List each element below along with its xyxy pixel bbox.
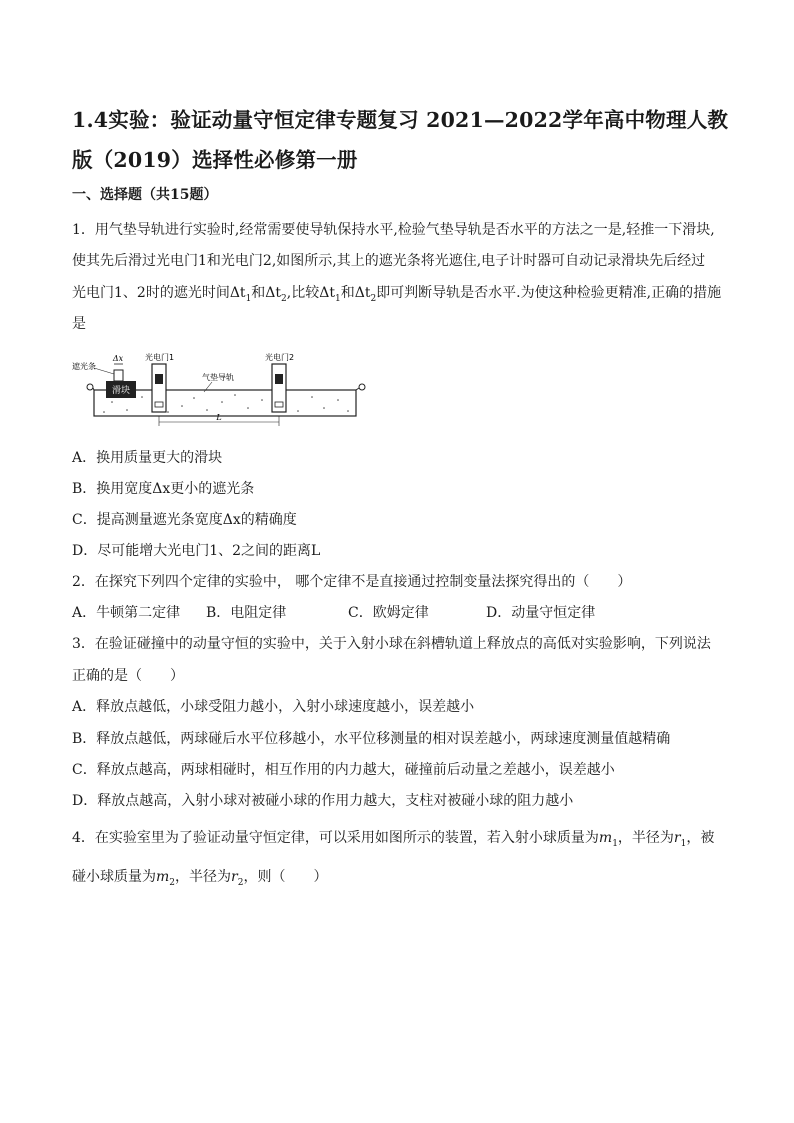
track-label: 气垫导轨 <box>202 373 234 382</box>
page-title: 1.4实验：验证动量守恒定律专题复习 2021—2022学年高中物理人教版（2019）选择性必修第一册 <box>72 108 729 172</box>
dx-label: Δx <box>112 354 124 363</box>
q1-option-d: D．尽可能增大光电门1、2之间的距离L <box>72 543 321 559</box>
q1-option-a: A．换用质量更大的滑块 <box>72 450 223 466</box>
air-track-figure <box>72 350 372 430</box>
q2-options <box>72 602 595 622</box>
slider-label: 滑块 <box>111 386 131 396</box>
q2-option-c: C．欧姆定律 <box>348 605 429 621</box>
right-ring <box>359 384 365 390</box>
q3-stem-line-1: 3．在验证碰撞中的动量守恒的实验中，关于入射小球在斜槽轨道上释放点的高低对实验影响，下列说法 <box>72 636 711 652</box>
photogate-1-label: 光电门1 <box>145 353 175 362</box>
q3-stem-line-2: 正确的是（ ） <box>72 668 184 684</box>
left-ring <box>87 384 93 390</box>
q1-option-c: C．提高测量遮光条宽度Δx的精确度 <box>72 512 297 528</box>
photogate-2-label: 光电门2 <box>265 353 295 362</box>
q4-line-2: 碰小球质量为$m_2$，半径为$r_2$，则（ ） <box>72 869 328 888</box>
m2-symbol: m <box>156 869 170 885</box>
strip-label: 遮光条 <box>72 362 96 371</box>
q3-option-d: D．释放点越高，入射小球对被碰小球的作用力越大，支柱对被碰小球的阻力越小 <box>72 793 574 809</box>
q1-line-4: 是 <box>72 316 86 332</box>
q2-option-a: A．牛顿第二定律 <box>72 605 181 621</box>
r2-symbol: r <box>231 869 238 885</box>
distance-label: L <box>216 413 222 422</box>
q2-option-d: D．动量守恒定律 <box>486 605 596 621</box>
q1-line-3: 光电门1、2时的遮光时间$\Delta t_1$和$\Delta t_2$,比较$\Delta t_1$和$\Delta t_2$即可判断导轨是否水平.为使这种检验更精准,正确的措施 <box>72 285 722 304</box>
q2-option-b: B．电阻定律 <box>206 605 287 621</box>
q3-option-b: B．释放点越低，两球碰后水平位移越小，水平位移测量的相对误差越小，两球速度测量值越精确 <box>72 731 671 747</box>
section-heading: 一、选择题（共15题） <box>72 187 218 203</box>
q4-line-1: 4．在实验室里为了验证动量守恒定律，可以采用如图所示的装置，若入射小球质量为$m_1$，半径为$r_1$，被 <box>72 830 715 849</box>
shutter-strip <box>114 370 123 381</box>
q3-option-c: C．释放点越高，两球相碰时，相互作用的内力越大，碰撞前后动量之差越小，误差越小 <box>72 762 615 778</box>
q2-stem: 2．在探究下列四个定律的实验中， 哪个定律不是直接通过控制变量法探究得出的（ ） <box>72 574 632 590</box>
q1-line-2: 使其先后滑过光电门1和光电门2,如图所示,其上的遮光条将光遮住,电子计时器可自动记录滑块先后经过 <box>72 253 706 269</box>
q1-line-1: 1．用气垫导轨进行实验时,经常需要使导轨保持水平,检验气垫导轨是否水平的方法之一是,轻推一下滑块, <box>72 222 715 238</box>
q3-option-a: A．释放点越低，小球受阻力越小，入射小球速度越小，误差越小 <box>72 699 475 715</box>
r1-symbol: r <box>673 830 681 846</box>
m1-symbol: m <box>598 830 613 846</box>
q1-option-b: B．换用宽度Δx更小的遮光条 <box>72 481 255 497</box>
